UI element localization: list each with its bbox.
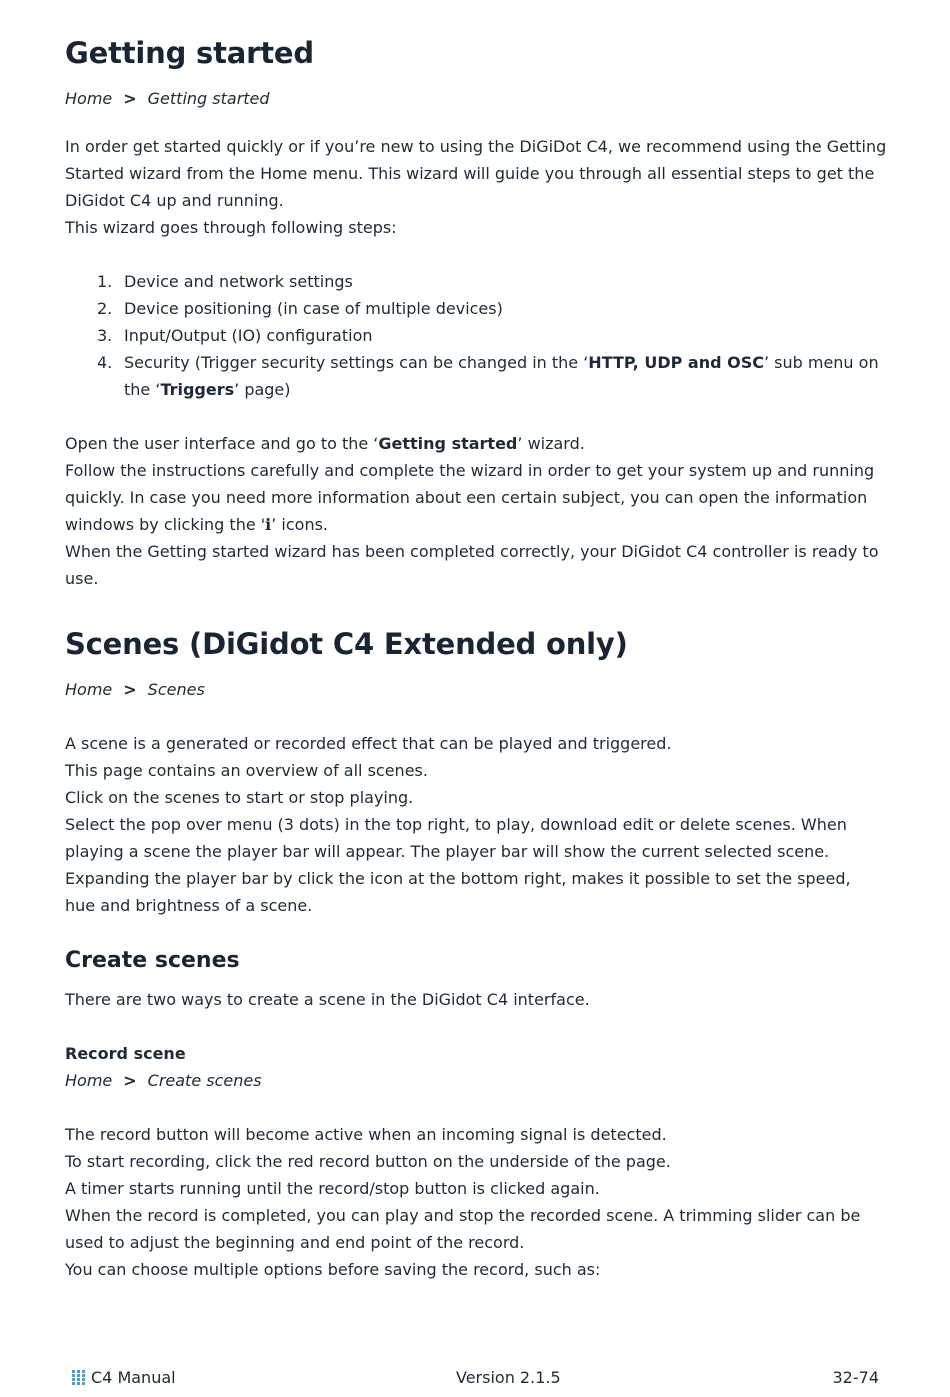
instruction-line: quickly. In case you need more information about een certain subject, you can open the information bbox=[65, 488, 868, 507]
body-line: Expanding the player bar by click the icon at the bottom right, makes it possible to set the speed, bbox=[65, 869, 851, 888]
breadcrumb-home: Home bbox=[65, 680, 113, 699]
list-text: ’ sub menu on bbox=[763, 353, 879, 372]
breadcrumb-home: Home bbox=[65, 1071, 113, 1090]
getting-started-instructions bbox=[65, 430, 885, 592]
body-line: When the record is completed, you can play and stop the recorded scene. A trimming slider can be bbox=[65, 1206, 861, 1225]
text: Open the user interface and go to the ‘ bbox=[65, 434, 379, 453]
body-line: You can choose multiple options before saving the record, such as: bbox=[65, 1260, 601, 1279]
breadcrumb-current: Scenes bbox=[147, 680, 205, 699]
record-scene-body bbox=[65, 1121, 885, 1283]
intro-line: Started wizard from the Home menu. This wizard will guide you through all essential steps to get the bbox=[65, 164, 875, 183]
list-text-bold: Triggers bbox=[160, 380, 235, 399]
list-text: Device positioning (in case of multiple devices) bbox=[124, 299, 503, 318]
breadcrumb-scenes bbox=[65, 676, 205, 703]
list-number: 3. bbox=[97, 326, 113, 345]
breadcrumb-current: Create scenes bbox=[147, 1071, 262, 1090]
breadcrumb-separator: > bbox=[123, 1071, 137, 1090]
instruction-line bbox=[65, 511, 885, 538]
text: windows by clicking the ' bbox=[65, 515, 266, 534]
body-line: To start recording, click the red record button on the underside of the page. bbox=[65, 1152, 671, 1171]
create-scenes-intro bbox=[65, 986, 885, 1013]
heading-create-scenes: Create scenes bbox=[65, 948, 240, 973]
intro-line: This wizard goes through following steps: bbox=[65, 218, 397, 237]
intro-line: DiGidot C4 up and running. bbox=[65, 191, 284, 210]
breadcrumb-separator: > bbox=[123, 89, 137, 108]
body-line: Select the pop over menu (3 dots) in the top right, to play, download edit or delete scenes. When bbox=[65, 815, 847, 834]
body-line: playing a scene the player bar will appear. The player bar will show the current selected scene. bbox=[65, 842, 830, 861]
footer-left bbox=[71, 1368, 176, 1387]
list-text: Input/Output (IO) configuration bbox=[124, 326, 373, 345]
instruction-line: use. bbox=[65, 569, 99, 588]
info-icon: i bbox=[265, 515, 272, 534]
body-line: Click on the scenes to start or stop playing. bbox=[65, 788, 414, 807]
list-text-bold: HTTP, UDP and OSC bbox=[588, 353, 764, 372]
footer-manual-title: C4 Manual bbox=[91, 1368, 176, 1387]
list-text: Device and network settings bbox=[124, 272, 353, 291]
body-line: used to adjust the beginning and end point of the record. bbox=[65, 1233, 525, 1252]
body-line: This page contains an overview of all scenes. bbox=[65, 761, 428, 780]
intro-line: In order get started quickly or if you’re new to using the DiGiDot C4, we recommend using the Getting bbox=[65, 137, 887, 156]
digidot-logo-icon bbox=[71, 1369, 86, 1387]
list-number: 1. bbox=[97, 272, 113, 291]
text: ’ wizard. bbox=[517, 434, 585, 453]
breadcrumb-create-scenes bbox=[65, 1067, 262, 1094]
body-line: The record button will become active when an incoming signal is detected. bbox=[65, 1125, 667, 1144]
list-item bbox=[65, 268, 885, 295]
breadcrumb-separator: > bbox=[123, 680, 137, 699]
list-number: 4. bbox=[97, 353, 113, 372]
footer-version: Version 2.1.5 bbox=[456, 1368, 561, 1387]
list-text: Security (Trigger security settings can be changed in the ‘ bbox=[124, 353, 589, 372]
list-item-continuation bbox=[65, 376, 885, 403]
list-text: ’ page) bbox=[234, 380, 291, 399]
list-item bbox=[65, 322, 885, 349]
body-line: hue and brightness of a scene. bbox=[65, 896, 313, 915]
instruction-line: When the Getting started wizard has been completed correctly, your DiGidot C4 controller is ready to bbox=[65, 542, 879, 561]
instruction-line bbox=[65, 430, 885, 457]
text: ’ icons. bbox=[271, 515, 328, 534]
heading-getting-started: Getting started bbox=[65, 36, 314, 70]
footer-page-number: 32-74 bbox=[832, 1368, 879, 1387]
breadcrumb-current: Getting started bbox=[147, 89, 270, 108]
text-bold: Getting started bbox=[378, 434, 518, 453]
heading-record-scene: Record scene bbox=[65, 1044, 186, 1063]
page-footer bbox=[0, 1368, 950, 1396]
list-text: the ‘ bbox=[124, 380, 161, 399]
wizard-steps-list bbox=[65, 268, 885, 403]
body-line: There are two ways to create a scene in the DiGidot C4 interface. bbox=[65, 990, 590, 1009]
breadcrumb-getting-started bbox=[65, 85, 270, 112]
heading-scenes: Scenes (DiGidot C4 Extended only) bbox=[65, 627, 628, 661]
breadcrumb-home: Home bbox=[65, 89, 113, 108]
list-number: 2. bbox=[97, 299, 113, 318]
list-item bbox=[65, 349, 885, 376]
scenes-body bbox=[65, 730, 885, 919]
body-line: A timer starts running until the record/stop button is clicked again. bbox=[65, 1179, 600, 1198]
body-line: A scene is a generated or recorded effect that can be played and triggered. bbox=[65, 734, 672, 753]
getting-started-intro bbox=[65, 133, 885, 241]
list-item bbox=[65, 295, 885, 322]
instruction-line: Follow the instructions carefully and complete the wizard in order to get your system up and running bbox=[65, 461, 875, 480]
